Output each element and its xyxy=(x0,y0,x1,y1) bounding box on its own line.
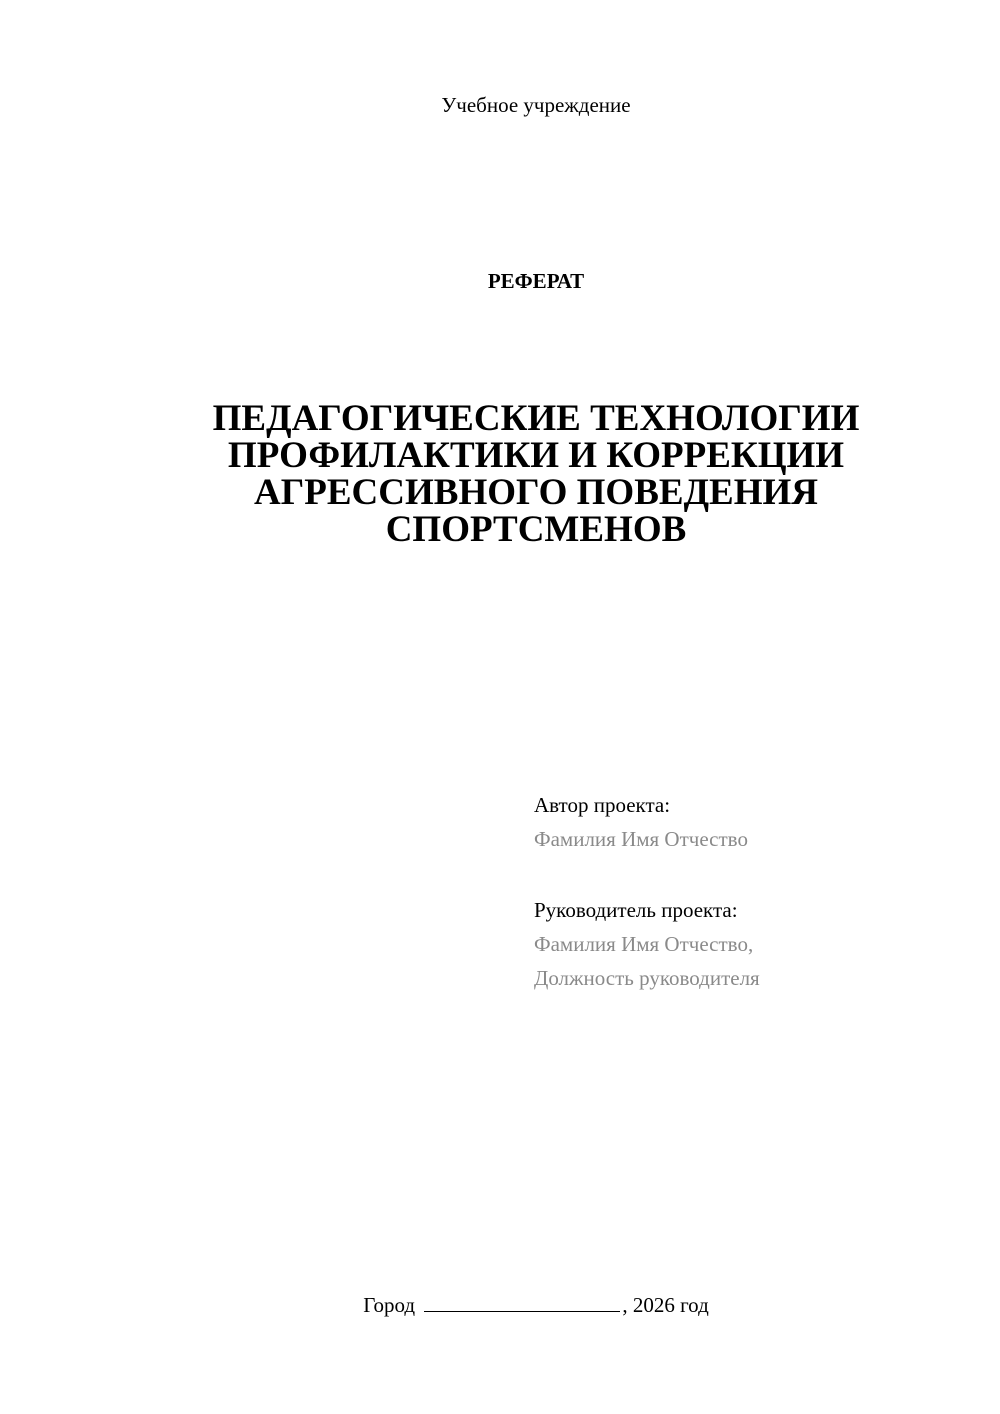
title-line: ПРОФИЛАКТИКИ И КОРРЕКЦИИ xyxy=(227,435,845,476)
title-line: СПОРТСМЕНОВ xyxy=(385,509,687,550)
city-label: Город xyxy=(363,1293,416,1317)
city-blank-underline xyxy=(424,1293,620,1312)
document-title xyxy=(180,400,892,548)
document-type: РЕФЕРАТ xyxy=(487,269,585,293)
institution-name: Учебное учреждение xyxy=(441,93,631,117)
city-year-line xyxy=(0,1292,1000,1318)
title-line: ПЕДАГОГИЧЕСКИЕ ТЕХНОЛОГИИ xyxy=(212,398,860,439)
supervisor-name: Фамилия Имя Отчество, xyxy=(534,932,754,956)
author-label: Автор проекта: xyxy=(534,793,671,817)
supervisor-position: Должность руководителя xyxy=(534,966,760,990)
title-line: АГРЕССИВНОГО ПОВЕДЕНИЯ xyxy=(254,472,818,513)
author-name: Фамилия Имя Отчество xyxy=(534,827,748,851)
supervisor-label: Руководитель проекта: xyxy=(534,898,738,922)
year-text: , 2026 год xyxy=(622,1293,709,1317)
spacer xyxy=(534,856,974,893)
authors-block xyxy=(534,788,974,995)
